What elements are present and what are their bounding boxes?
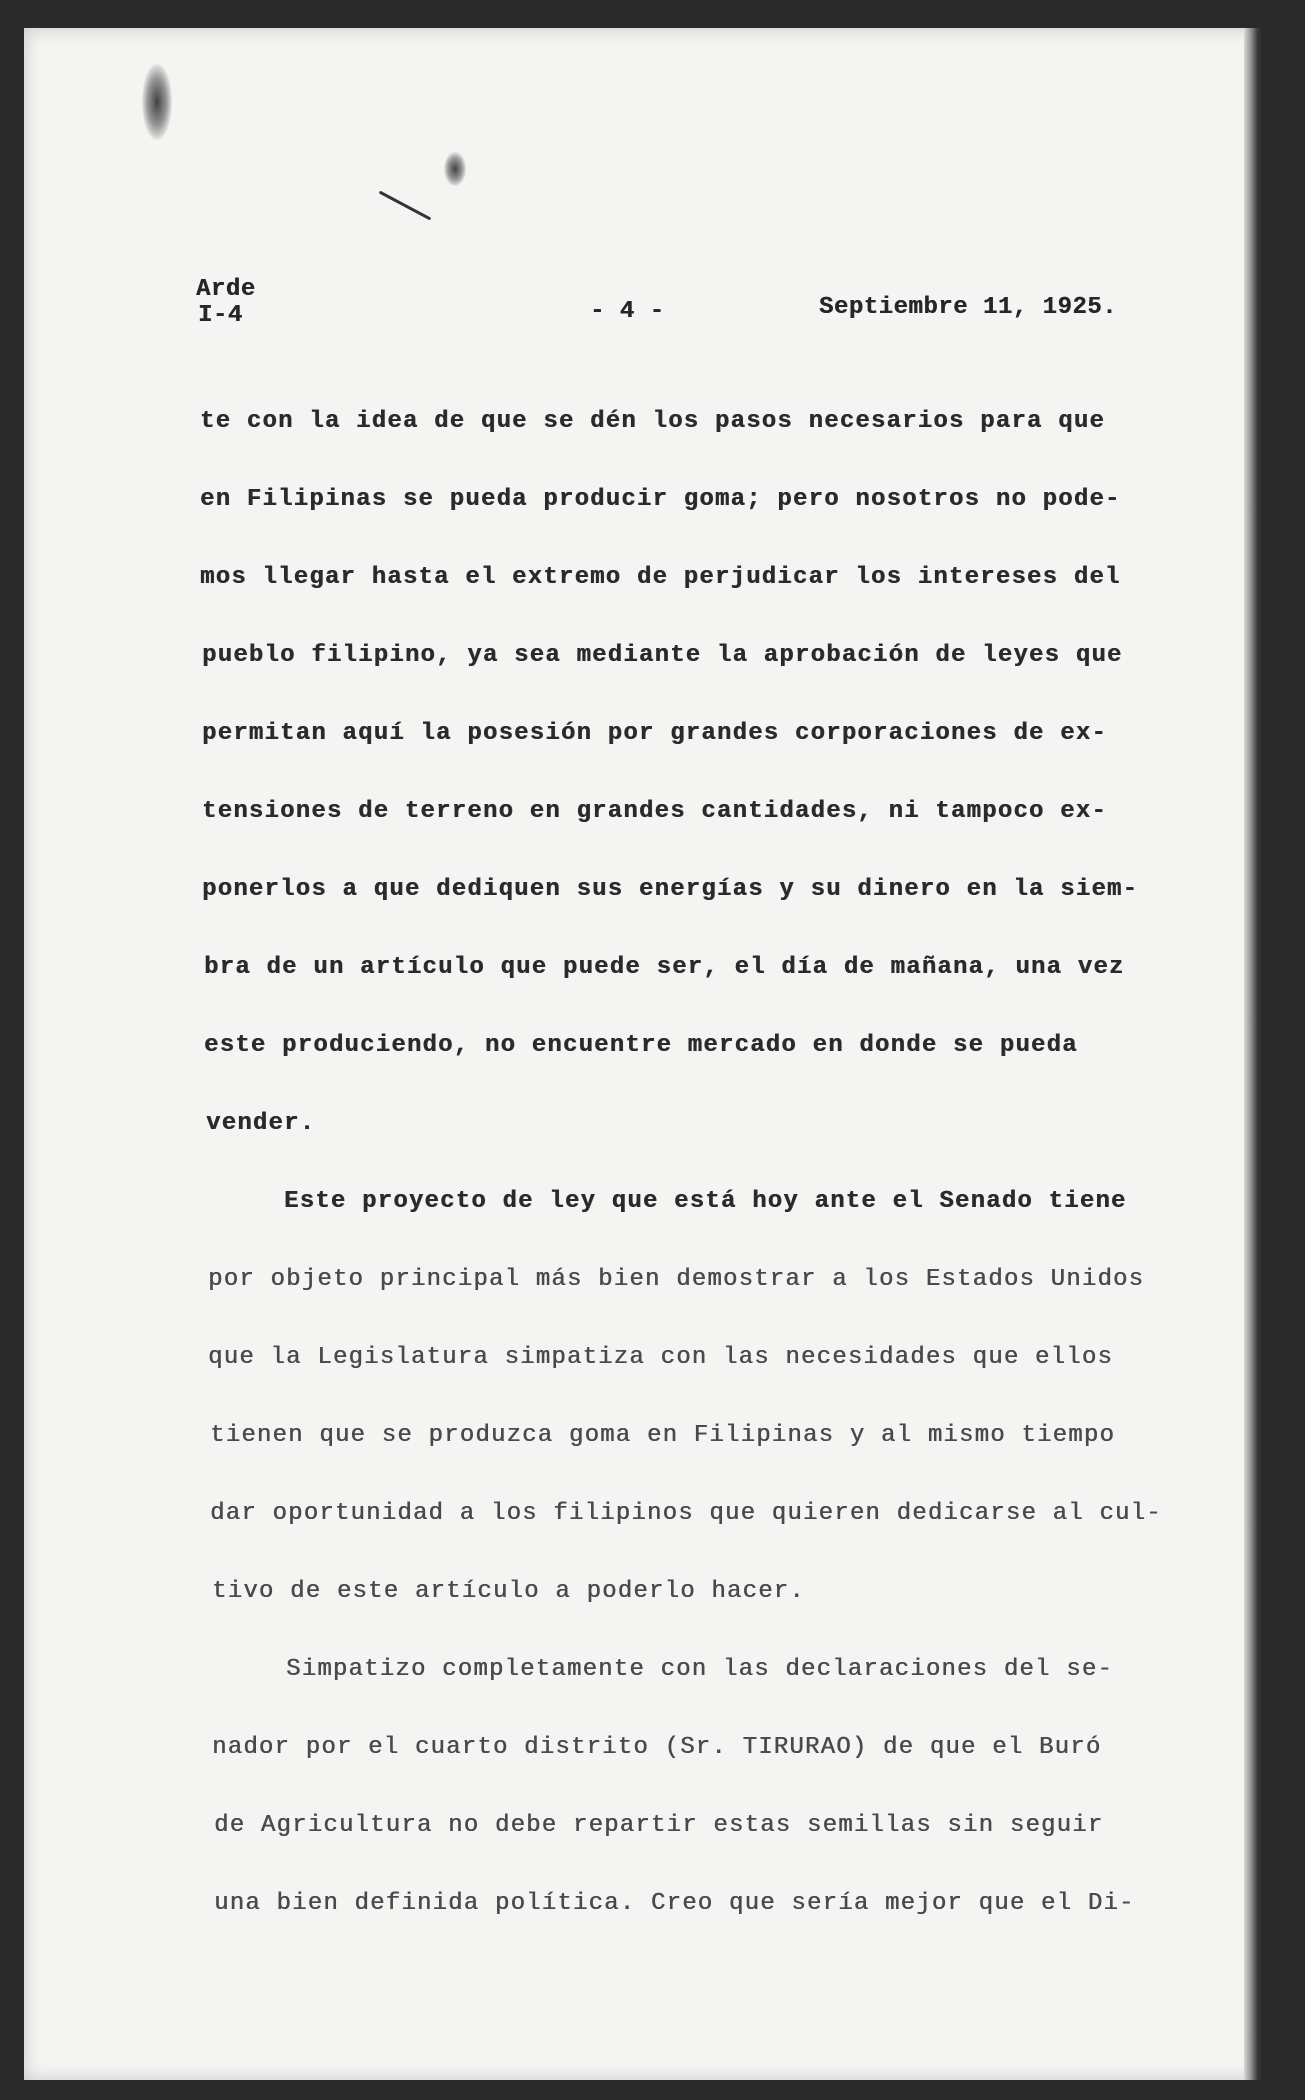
- body-line: tensiones de terreno en grandes cantidades, ni tampoco ex-: [202, 798, 1107, 825]
- body-line: Este proyecto de ley que está hoy ante el Senado tiene: [284, 1188, 1127, 1215]
- body-line: ponerlos a que dediquen sus energías y su dinero en la siem-: [202, 876, 1139, 903]
- body-line: que la Legislatura simpatiza con las necesidades que ellos: [208, 1344, 1113, 1371]
- reference-code: Arde: [196, 276, 256, 303]
- body-line: este produciendo, no encuentre mercado en donde se pueda: [204, 1032, 1078, 1059]
- body-line: por objeto principal más bien demostrar a los Estados Unidos: [208, 1266, 1145, 1293]
- pen-mark: [379, 191, 432, 221]
- body-line: mos llegar hasta el extremo de perjudicar los intereses del: [200, 564, 1121, 591]
- body-line: permitan aquí la posesión por grandes corporaciones de ex-: [202, 720, 1107, 747]
- body-line: una bien definida política. Creo que sería mejor que el Di-: [214, 1890, 1135, 1917]
- body-line: Simpatizo completamente con las declaraciones del se-: [286, 1656, 1113, 1683]
- body-line: bra de un artículo que puede ser, el día de mañana, una vez: [204, 954, 1125, 981]
- body-line: tienen que se produzca goma en Filipinas y al mismo tiempo: [210, 1422, 1115, 1449]
- body-line: pueblo filipino, ya sea mediante la aprobación de leyes que: [202, 642, 1123, 669]
- body-line: de Agricultura no debe repartir estas semillas sin seguir: [214, 1812, 1104, 1839]
- document-date: Septiembre 11, 1925.: [819, 294, 1118, 321]
- ink-smudge: [142, 64, 172, 140]
- body-line: nador por el cuarto distrito (Sr. TIRURAO) de que el Buró: [212, 1734, 1102, 1761]
- page-number: - 4 -: [590, 298, 665, 325]
- page-subcode: I-4: [198, 302, 243, 329]
- page-edge: [1244, 28, 1262, 2080]
- body-line: vender.: [206, 1110, 316, 1137]
- body-line: dar oportunidad a los filipinos que quieren dedicarse al cul-: [210, 1500, 1162, 1527]
- typewritten-page: [24, 28, 1262, 2080]
- body-line: te con la idea de que se dén los pasos necesarios para que: [200, 408, 1105, 435]
- body-line: tivo de este artículo a poderlo hacer.: [212, 1578, 805, 1605]
- body-line: en Filipinas se pueda producir goma; pero nosotros no pode-: [200, 486, 1121, 513]
- ink-smudge: [444, 152, 466, 186]
